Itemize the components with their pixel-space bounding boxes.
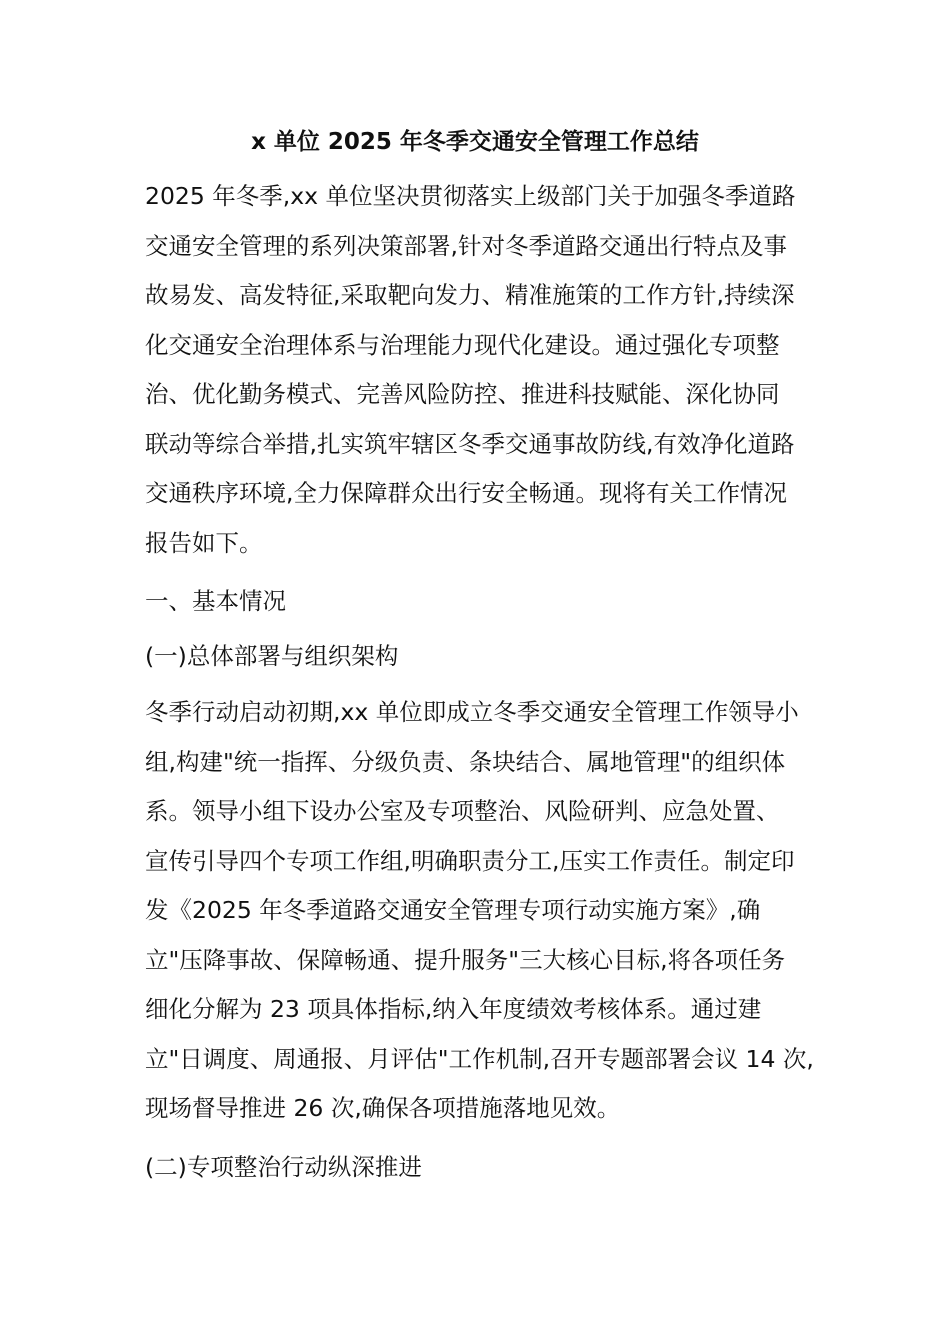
paragraph-line: 现场督导推进 26 次,确保各项措施落地见效。	[145, 1094, 621, 1122]
paragraph-line: 系。领导小组下设办公室及专项整治、风险研判、应急处置、	[145, 797, 780, 825]
section-heading-basic	[145, 577, 813, 627]
subsection-heading-2	[145, 1143, 813, 1193]
subsection-1-paragraph	[145, 688, 813, 1134]
subsection-heading-1	[145, 632, 813, 682]
paragraph-line: 立"日调度、周通报、月评估"工作机制,召开专题部署会议 14 次,	[145, 1044, 814, 1073]
paragraph-line: 宣传引导四个专项工作组,明确职责分工,压实工作责任。制定印	[145, 846, 795, 875]
subsection-heading: (二)专项整治行动纵深推进	[145, 1153, 422, 1181]
subsection-heading: (一)总体部署与组织架构	[145, 642, 399, 670]
paragraph-line: 报告如下。	[145, 528, 263, 557]
paragraph-line: 交通安全管理的系列决策部署,针对冬季道路交通出行特点及事	[145, 231, 787, 260]
paragraph-line: 组,构建"统一指挥、分级负责、条块结合、属地管理"的组织体	[145, 747, 786, 776]
paragraph-line: 治、优化勤务模式、完善风险防控、推进科技赋能、深化协同	[145, 380, 780, 408]
paragraph-line: 化交通安全治理体系与治理能力现代化建设。通过强化专项整	[145, 330, 780, 359]
paragraph-line: 交通秩序环境,全力保障群众出行安全畅通。现将有关工作情况	[145, 479, 787, 507]
intro-paragraph	[145, 172, 813, 568]
paragraph-line: 2025 年冬季,xx 单位坚决贯彻落实上级部门关于加强冬季道路	[145, 182, 796, 210]
paragraph-line: 联动等综合举措,扎实筑牢辖区冬季交通事故防线,有效净化道路	[145, 429, 795, 458]
document-title: x 单位 2025 年冬季交通安全管理工作总结	[251, 129, 699, 155]
paragraph-line: 发《2025 年冬季道路交通安全管理专项行动实施方案》,确	[145, 896, 761, 924]
paragraph-line: 冬季行动启动初期,xx 单位即成立冬季交通安全管理工作领导小	[145, 698, 799, 726]
paragraph-line: 细化分解为 23 项具体指标,纳入年度绩效考核体系。通过建	[145, 995, 762, 1023]
paragraph-line: 立"压降事故、保障畅通、提升服务"三大核心目标,将各项任务	[145, 945, 786, 974]
section-heading: 一、基本情况	[145, 587, 286, 615]
paragraph-line: 故易发、高发特征,采取靶向发力、精准施策的工作方针,持续深	[145, 281, 795, 309]
